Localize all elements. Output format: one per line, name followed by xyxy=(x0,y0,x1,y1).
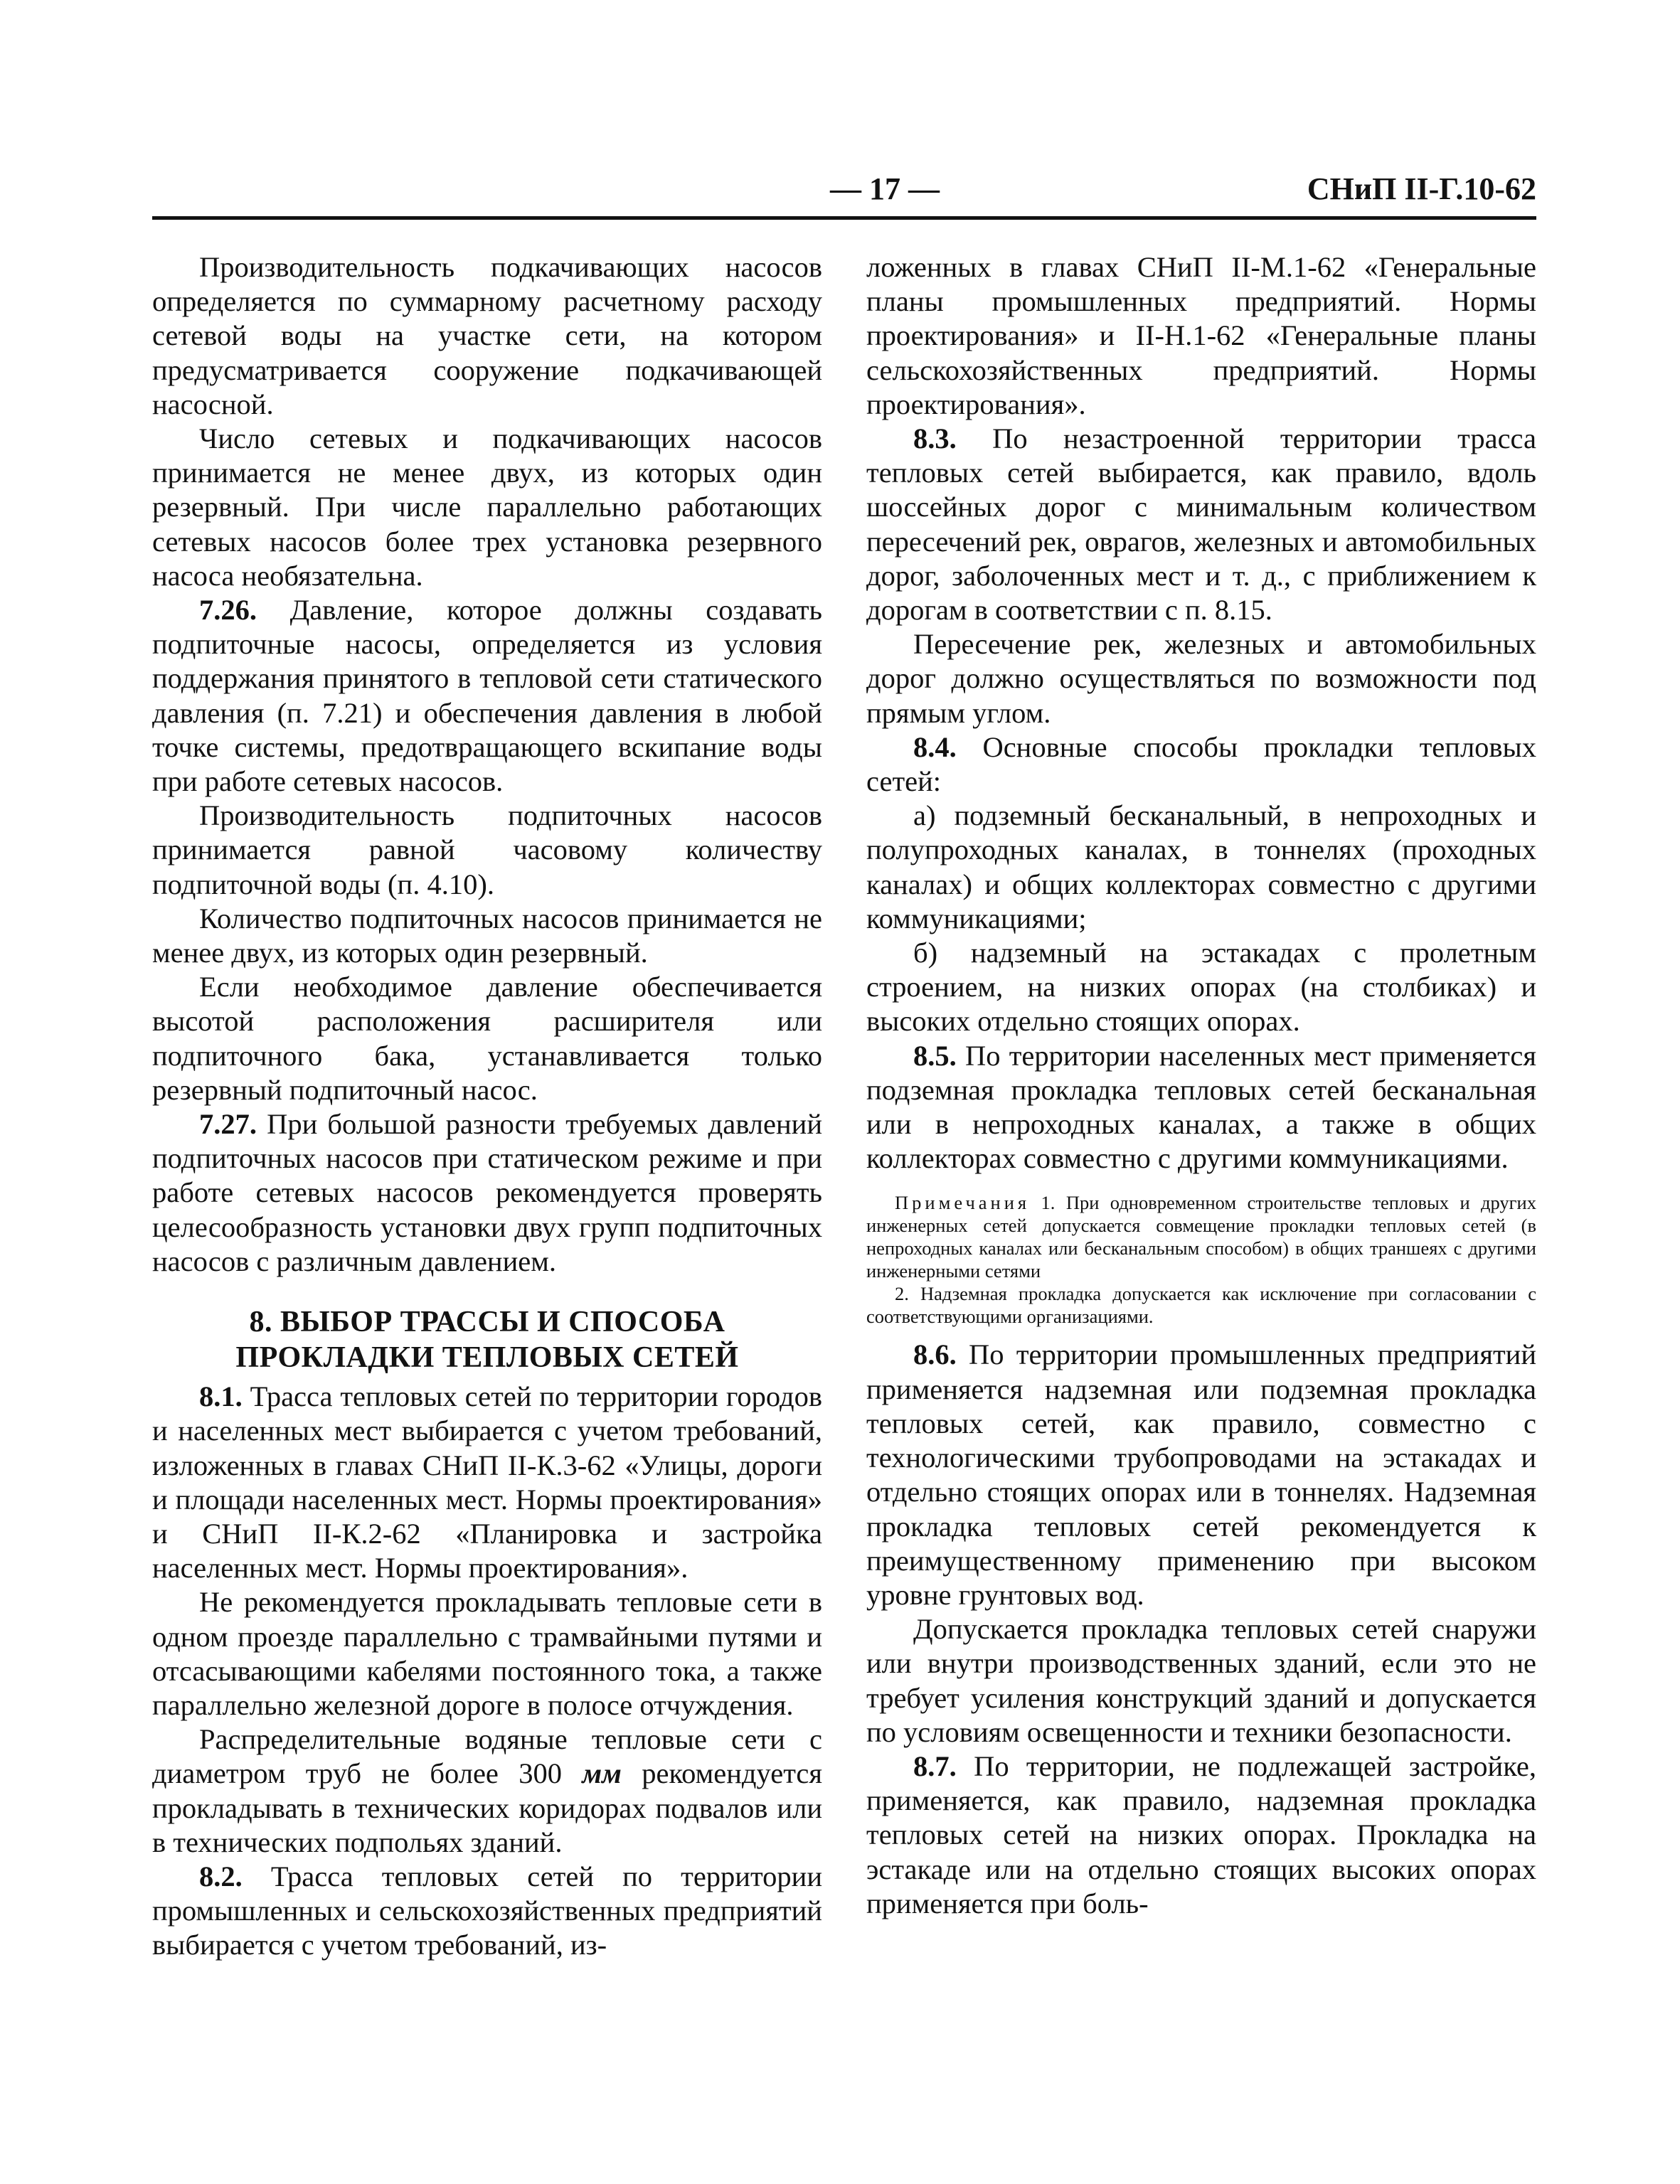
list-item: б) надземный на эстакадах с пролетным строением, на низких опорах (на столбиках) и высоких отдельно стоящих опорах. xyxy=(866,937,1536,1038)
clause-7-26: 7.26. Давление, которое должны создавать подпиточные насосы, определяется из условия поддержания принятого в тепловой сети статического давления (п. 7.21) и обеспечения давления в любой точке системы, предотвращающего вскипание воды при работе сетевых насосов. xyxy=(152,594,822,798)
paragraph-continued: ложенных в главах СНиП II-М.1-62 «Генеральные планы промышленных предприятий. Нормы проектирования» и II-Н.1-62 «Генеральные планы сельскохозяйственных предприятий. Нормы проектирования». xyxy=(866,251,1536,420)
clause-8-2: 8.2. Трасса тепловых сетей по территории промышленных и сельскохозяйственных предприятий выбирается с учетом требований, из- xyxy=(152,1860,822,1961)
clause-8-5: 8.5. По территории населенных мест применяется подземная прокладка тепловых сетей бесканальная или в непроходных каналах, а также в общих коллекторах совместно с другими коммуникациями. xyxy=(866,1039,1536,1175)
clause-7-27: 7.27. При большой разности требуемых давлений подпиточных насосов при статическом режиме и при работе сетевых насосов рекомендуется проверять целесообразность установки двух групп подпиточных насосов с различным давлением. xyxy=(152,1108,822,1277)
clause-number: 8.7. xyxy=(913,1749,957,1782)
left-column xyxy=(152,250,822,1963)
unit-mm: мм xyxy=(582,1757,622,1790)
paragraph: Количество подпиточных насосов принимается не менее двух, из которых один резервный. xyxy=(152,902,822,969)
clause-number: 7.26. xyxy=(199,594,257,627)
clause-8-4: 8.4. Основные способы прокладки тепловых сетей: xyxy=(866,730,1536,798)
document-code: СНиП II-Г.10-62 xyxy=(1307,171,1536,206)
paragraph: Если необходимое давление обеспечивается высотой расположения расширителя или подпиточного бака, устанавливается только резервный подпиточный насос. xyxy=(152,971,822,1106)
clause-8-6: 8.6. По территории промышленных предприятий применяется надземная или подземная прокладка тепловых сетей, как правило, совместно с технологическими трубопроводами на эстакадах и отдельно стоящих опорах или в тоннелях. Надземная прокладка тепловых сетей рекомендуется к преимущественному применению при высоком уровне грунтовых вод. xyxy=(866,1338,1536,1611)
paragraph: Не рекомендуется прокладывать тепловые сети в одном проезде параллельно с трамвайными путями и отсасывающими кабелями постоянного тока, а также параллельно железной дороге в полосе отчуждения. xyxy=(152,1586,822,1721)
paragraph: Пересечение рек, железных и автомобильных дорог должно осуществляться по возможности под прямым углом. xyxy=(866,628,1536,729)
clause-number: 8.4. xyxy=(913,730,957,763)
page-header xyxy=(152,169,1536,212)
clause-8-1: 8.1. Трасса тепловых сетей по территории городов и населенных мест выбирается с учетом требований, изложенных в главах СНиП II-К.3-62 «Улицы, дороги и площади населенных мест. Нормы проектирования» и СНиП II-К.2-62 «Планировка и застройка населенных мест. Нормы проектирования». xyxy=(152,1380,822,1584)
paragraph: Производительность подкачивающих насосов определяется по суммарному расчетному расходу сетевой воды на участке сети, на котором предусматривается сооружение подкачивающей насосной. xyxy=(152,251,822,420)
clause-number: 8.1. xyxy=(199,1380,243,1413)
clause-8-7: 8.7. По территории, не подлежащей застройке, применяется, как правило, надземная прокладка тепловых сетей на низких опорах. Прокладка на эстакаде или на отдельно стоящих высоких опорах применяется при боль- xyxy=(866,1749,1536,1919)
clause-number: 8.5. xyxy=(913,1039,957,1072)
clause-number: 8.3. xyxy=(913,422,957,455)
paragraph: Производительность подпиточных насосов принимается равной часовому количеству подпиточной воды (п. 4.10). xyxy=(152,799,822,900)
clause-number: 8.6. xyxy=(913,1338,957,1371)
notes-block xyxy=(866,1191,1536,1328)
list-item: а) подземный бесканальный, в непроходных и полупроходных каналах, в тоннелях (проходных каналах) и общих коллекторах совместно с другими коммуникациями; xyxy=(866,799,1536,934)
paragraph: Допускается прокладка тепловых сетей снаружи или внутри производственных зданий, если это не требует усиления конструкций зданий и допускается по условиям освещенности и техники безопасности. xyxy=(866,1613,1536,1748)
note: 2. Надземная прокладка допускается как исключение при согласовании с соответствующими организациями. xyxy=(866,1283,1536,1328)
clause-8-3: 8.3. По незастроенной территории трасса тепловых сетей выбирается, как правило, вдоль шоссейных дорог с минимальным количеством пересечений рек, оврагов, железных и автомобильных дорог, заболоченных мест и т. д., с приближением к дорогам в соответствии с п. 8.15. xyxy=(866,422,1536,627)
section-title: 8. ВЫБОР ТРАССЫ И СПОСОБА ПРОКЛАДКИ ТЕПЛОВЫХ СЕТЕЙ xyxy=(235,1306,739,1375)
notes-label: Примечания xyxy=(895,1192,1031,1214)
note: Примечания 1. При одновременном строительстве тепловых и других инженерных сетей допускается совмещение прокладки тепловых сетей (в непроходных каналах или бесканальным способом) в общих траншеях с другими инженерными сетями xyxy=(866,1192,1536,1282)
page-number: — 17 — xyxy=(830,171,940,206)
right-column xyxy=(866,250,1536,1921)
clause-number: 7.27. xyxy=(199,1108,257,1141)
header-rule xyxy=(152,216,1536,220)
paragraph: Число сетевых и подкачивающих насосов принимается не менее двух, из которых один резервный. При числе параллельно работающих сетевых насосов более трех установка резервного насоса необязательна. xyxy=(152,422,822,592)
clause-number: 8.2. xyxy=(199,1860,243,1892)
paragraph: Распределительные водяные тепловые сети с диаметром труб не более 300 мм рекомендуется прокладывать в технических коридорах подвалов или в технических подпольях зданий. xyxy=(152,1723,822,1858)
